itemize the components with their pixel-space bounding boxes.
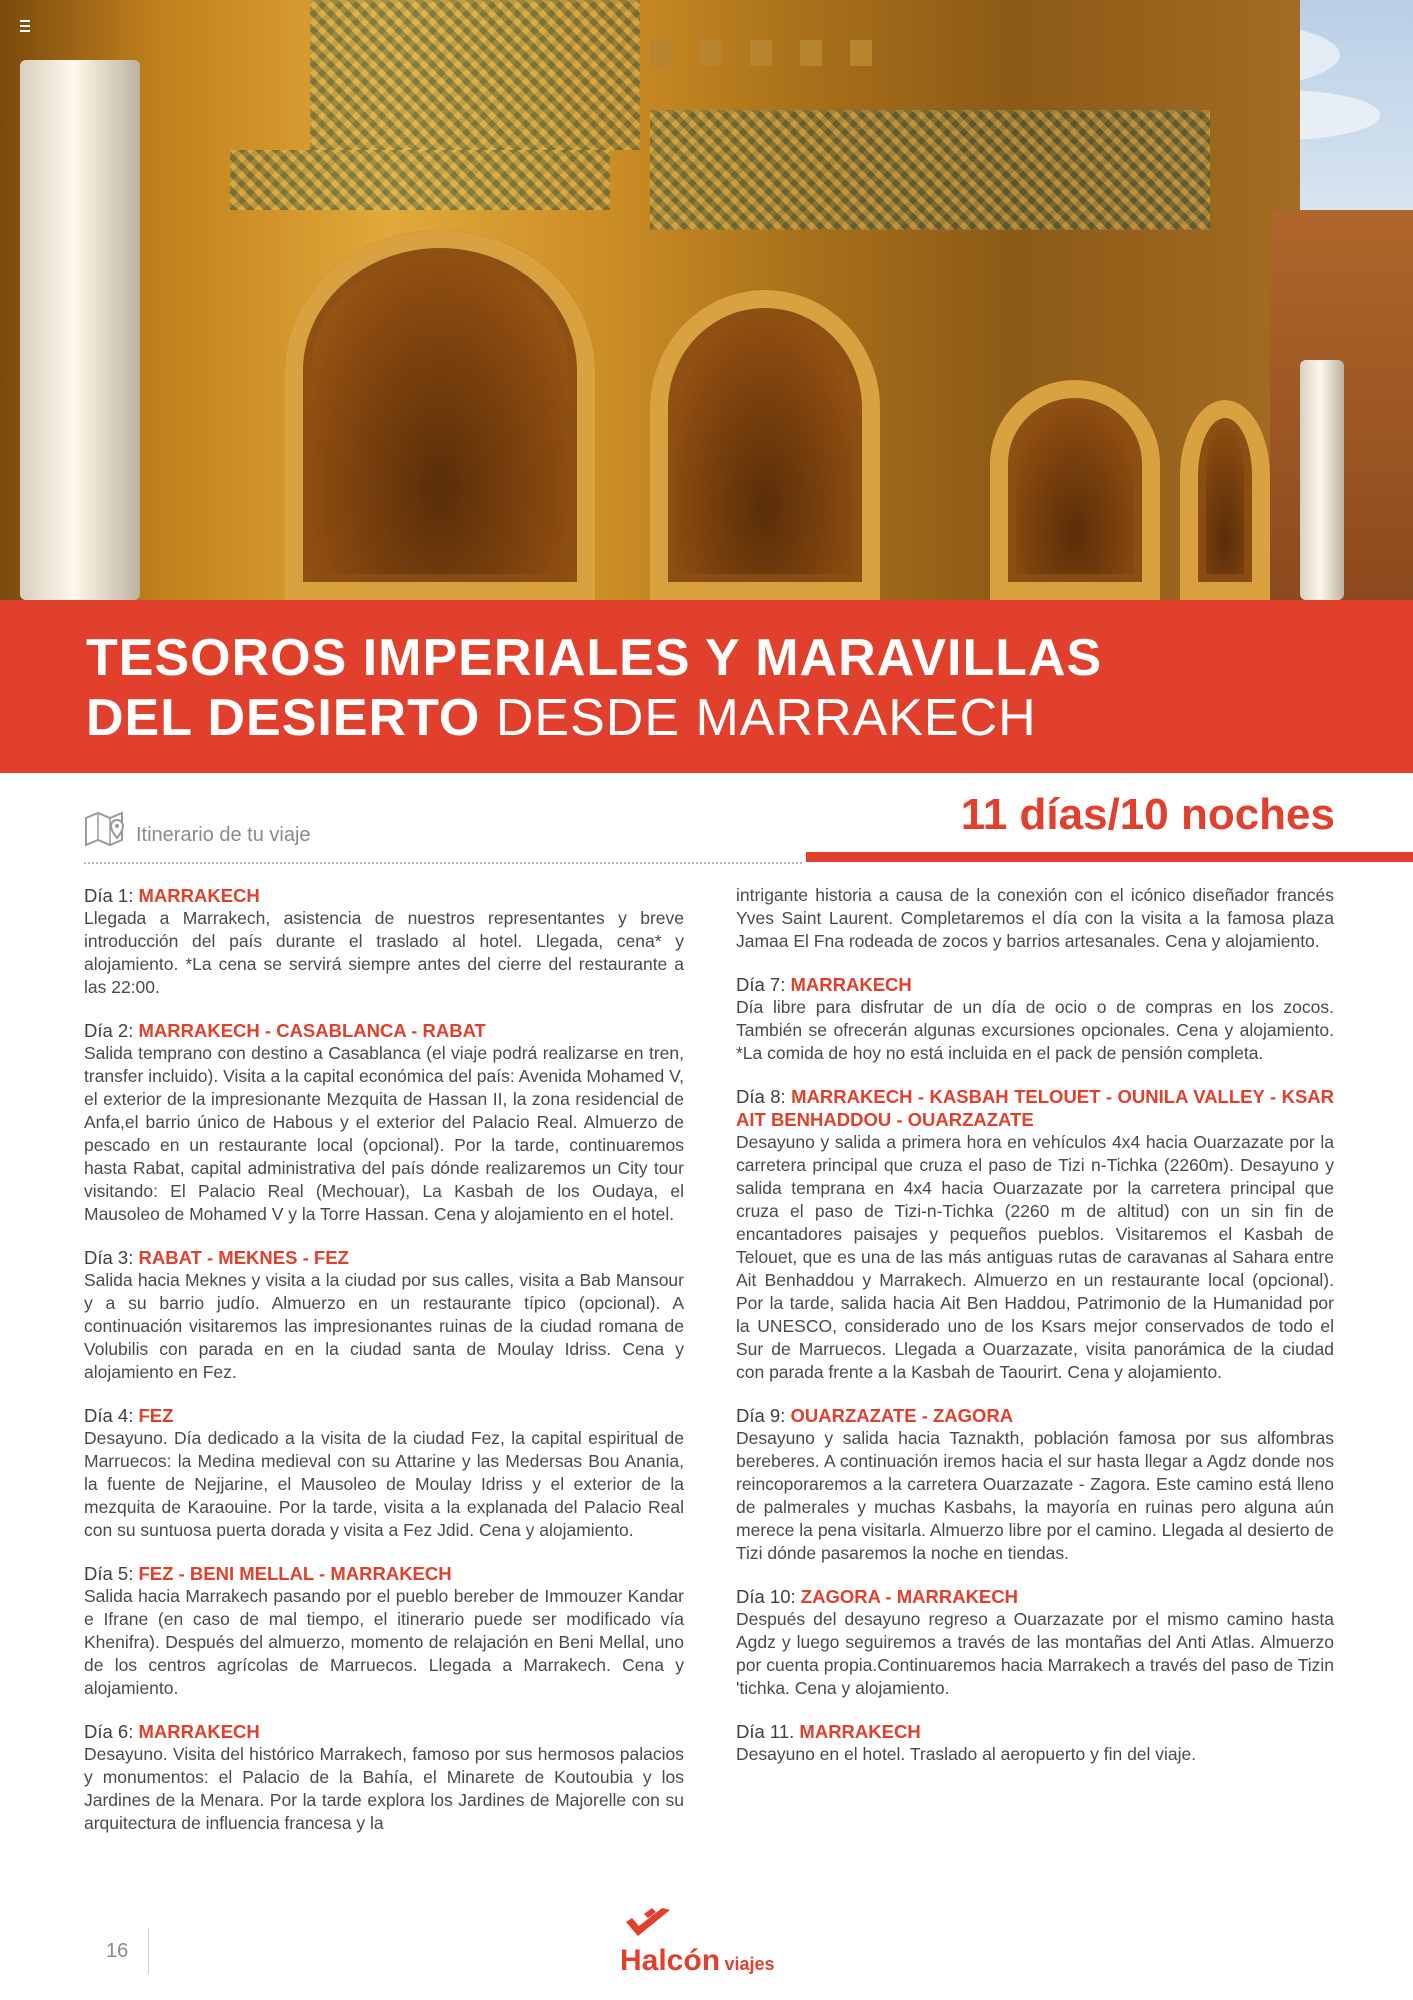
day-description: Llegada a Marrakech, asistencia de nuestros representantes y breve introducción del país durante el traslado al hotel. Llegada, cena* y alojamiento. *La cena se servirá siempre antes del cierre del restaurante a las 22:00. xyxy=(84,908,684,997)
page-number-divider xyxy=(148,1928,149,1974)
day-place: MARRAKECH - KASBAH TELOUET - OUNILA VALLEY - KSAR AIT BENHADDOU - OUARZAZATE xyxy=(736,1086,1335,1130)
day-label: Día 11. xyxy=(736,1721,795,1742)
day-heading xyxy=(736,1720,1334,1743)
day-label: Día 9: xyxy=(736,1405,786,1426)
day-label: Día 7: xyxy=(736,974,786,995)
crenel xyxy=(850,40,872,66)
day-heading xyxy=(84,1246,684,1269)
marble-column xyxy=(1300,360,1344,600)
day-place: ZAGORA - MARRAKECH xyxy=(800,1586,1018,1607)
day-description: Desayuno. Visita del histórico Marrakech, famoso por sus hermosos palacios y monumentos: el Palacio de la Bahía, el Minarete de Koutoubia y los Jardines de la Menara. Por la tarde explora los Jardines de Majorelle con su arquitectura de influencia francesa y la xyxy=(84,1744,684,1833)
day-heading xyxy=(84,1562,684,1585)
day-heading xyxy=(84,1720,684,1743)
day-heading xyxy=(84,1019,684,1042)
day-place: MARRAKECH xyxy=(138,1721,260,1742)
itinerary-column-left xyxy=(84,884,684,1855)
day-description: Después del desayuno regreso a Ouarzazate por el mismo camino hasta Agdz y luego seguiremos a través de las montañas del Anti Atlas. Almuerzo por cuenta propia.Continuaremos hacia Marrakech a través del paso de Tizin 'tichka. Cena y alojamiento. xyxy=(736,1609,1334,1698)
day-entry xyxy=(84,1562,684,1700)
day-place: FEZ xyxy=(138,1405,174,1426)
day-description: Desayuno. Día dedicado a la visita de la ciudad Fez, la capital espiritual de Marruecos: la Medina medieval con su Attarine y las Medersas Bou Anania, la fuente de Nejjarine, el Mausoleo de Moulay Idriss y el exterior de la mezquita de Karaouine. Por la tarde, visita a la explanada del Palacio Real con su suntuosa puerta dorada y visita a Fez Jdid. Cena y alojamiento. xyxy=(84,1428,684,1540)
day-entry xyxy=(736,973,1334,1065)
crenel xyxy=(700,40,722,66)
day-label: Día 8: xyxy=(736,1086,786,1107)
day-description: Día libre para disfrutar de un día de ocio o de compras en los zocos. También se ofrecerán algunas excursiones opcionales. Cena y alojamiento. *La comida de hoy no está incluida en el pack de pensión completa. xyxy=(736,997,1334,1063)
day-heading xyxy=(736,1404,1334,1427)
day-heading xyxy=(84,884,684,907)
dotted-divider xyxy=(84,862,802,864)
map-pin-icon xyxy=(84,810,130,848)
day-description: Salida temprano con destino a Casablanca (el viaje podrá realizarse en tren, transfer incluido). Visita a la capital económica del país: Avenida Mohamed V, el exterior de la impresionante Mezquita de Hassan II, la zona residencial de Anfa,el barrio único de Habous y el exterior del Palacio Real. Almuerzo de pescado en un restaurante local (opcional). Por la tarde, continuaremos hasta Rabat, capital administrativa del país dónde realizaremos un City tour visitando: El Palacio Real (Mechouar), La Kasbah de los Oudaya, el Mausoleo de Mohamed V y la Torre Hassan. Cena y alojamiento en el hotel. xyxy=(84,1043,684,1224)
day-label: Día 1: xyxy=(84,885,134,906)
page-title: TESOROS IMPERIALES Y MARAVILLAS xyxy=(86,629,1103,687)
page-number: 16 xyxy=(106,1940,129,1962)
brand-sub: viajes xyxy=(724,1954,775,1974)
mosaic-panel xyxy=(650,110,1210,230)
crenel xyxy=(650,40,672,66)
marble-column xyxy=(20,60,140,600)
duration-underline xyxy=(806,852,1413,862)
day-description: Desayuno en el hotel. Traslado al aeropuerto y fin del viaje. xyxy=(736,1744,1197,1764)
arch xyxy=(650,290,880,600)
day-heading xyxy=(736,973,1334,996)
day-place: FEZ - BENI MELLAL - MARRAKECH xyxy=(138,1563,452,1584)
day-label: Día 5: xyxy=(84,1563,134,1584)
day-entry xyxy=(84,884,684,999)
brand-name: Halcón xyxy=(620,1944,721,1977)
title-light-part: DESDE MARRAKECH xyxy=(495,689,1037,747)
day-label: Día 10: xyxy=(736,1586,796,1607)
day-description: Desayuno y salida a primera hora en vehículos 4x4 hacia Ouarzazate por la carretera principal que cruza el paso de Tizi n-Tichka (2260m). Desayuno y salida temprana en 4x4 hacia Ouarzazate por la carretera principal que cruza el paso de Tizi-n-Tichka (2260 m de altitud) con un sin fin de encantadores paisajes y pequeños pueblos. Visitaremos el Kasbah de Telouet, que es una de las más antiguas rutas de caravanas al Sahara entre Ait Benhaddou y Marrakech. Almuerzo en un restaurante local (opcional). Por la tarde, salida hacia Ait Ben Haddou, Patrimonio de la Humanidad por la UNESCO, considerado uno de los Ksars mejor conservados de todo el Sur de Marruecos. Llegada a Ouarzazate, visita panorámica de la ciudad con parada frente a la Kasbah de Taourirt. Cena y alojamiento. xyxy=(736,1132,1334,1382)
menu-icon[interactable] xyxy=(20,20,30,32)
day-entry xyxy=(84,1404,684,1542)
day-heading xyxy=(736,1585,1334,1608)
day-description: Desayuno y salida hacia Taznakth, población famosa por sus alfombras bereberes. A continuación iremos hacia el sur hasta llegar a Agdz donde nos reincoporaremos a la carretera Ouarzazate - Zagora. Este camino está lleno de palmerales y muchas Kasbahs, la mayoría en ruinas pero alguna aún merece la pena visitarla. Almuerzo libre por el camino. Llegada al desierto de Tizi dónde pasaremos la noche en tiendas. xyxy=(736,1428,1334,1563)
itinerary-column-right xyxy=(736,884,1334,1786)
day-entry xyxy=(736,1085,1334,1384)
halcon-check-logo-icon xyxy=(622,1906,674,1940)
day-label: Día 4: xyxy=(84,1405,134,1426)
itinerary-label: Itinerario de tu viaje xyxy=(136,824,311,846)
day-description: intrigante historia a causa de la conexión con el icónico diseñador francés Yves Saint Laurent. Completaremos el día con la visita a la famosa plaza Jamaa El Fna rodeada de zocos y barrios artesanales. Cena y alojamiento. xyxy=(736,885,1334,951)
day-entry xyxy=(736,1404,1334,1565)
title-bold-part: DEL DESIERTO xyxy=(86,689,481,747)
day-place: MARRAKECH xyxy=(790,974,912,995)
day-place: OUARZAZATE - ZAGORA xyxy=(790,1405,1014,1426)
day-place: MARRAKECH xyxy=(799,1721,921,1742)
crenel xyxy=(750,40,772,66)
day-entry xyxy=(84,1019,684,1226)
mosaic-panel xyxy=(230,150,610,210)
day-place: RABAT - MEKNES - FEZ xyxy=(138,1247,349,1268)
day-entry-continued xyxy=(736,884,1334,953)
crenel xyxy=(800,40,822,66)
hero-photo xyxy=(0,0,1413,600)
trip-duration: 11 días/10 noches xyxy=(960,790,1335,839)
day-label: Día 6: xyxy=(84,1721,134,1742)
day-entry xyxy=(736,1720,1334,1766)
day-entry xyxy=(84,1720,684,1835)
mosaic-panel xyxy=(310,0,640,150)
main-arch xyxy=(285,230,595,600)
day-heading xyxy=(84,1404,684,1427)
day-place: MARRAKECH xyxy=(138,885,260,906)
day-description: Salida hacia Meknes y visita a la ciudad por sus calles, visita a Bab Mansour y a su barrio judío. Almuerzo en un restaurante típico (opcional). A continuación visitaremos las impresionantes ruinas de la ciudad romana de Volubilis con parada en en la ciudad santa de Moulay Idriss. Cena y alojamiento en Fez. xyxy=(84,1270,684,1382)
day-description: Salida hacia Marrakech pasando por el pueblo bereber de Immouzer Kandar e Ifrane (en caso de mal tiempo, el itinerario puede ser modificado vía Khenifra). Después del almuerzo, momento de relajación en Beni Mellal, uno de los centros agrícolas de Marruecos. Llegada a Marrakech. Cena y alojamiento. xyxy=(84,1586,684,1698)
day-heading xyxy=(736,1085,1334,1131)
page-subtitle xyxy=(86,688,1037,748)
arch xyxy=(1180,400,1270,600)
brand-logo xyxy=(620,1944,775,1978)
day-label: Día 2: xyxy=(84,1020,134,1041)
day-entry xyxy=(736,1585,1334,1700)
arch xyxy=(990,380,1160,600)
day-label: Día 3: xyxy=(84,1247,134,1268)
day-place: MARRAKECH - CASABLANCA - RABAT xyxy=(138,1020,486,1041)
day-entry xyxy=(84,1246,684,1384)
